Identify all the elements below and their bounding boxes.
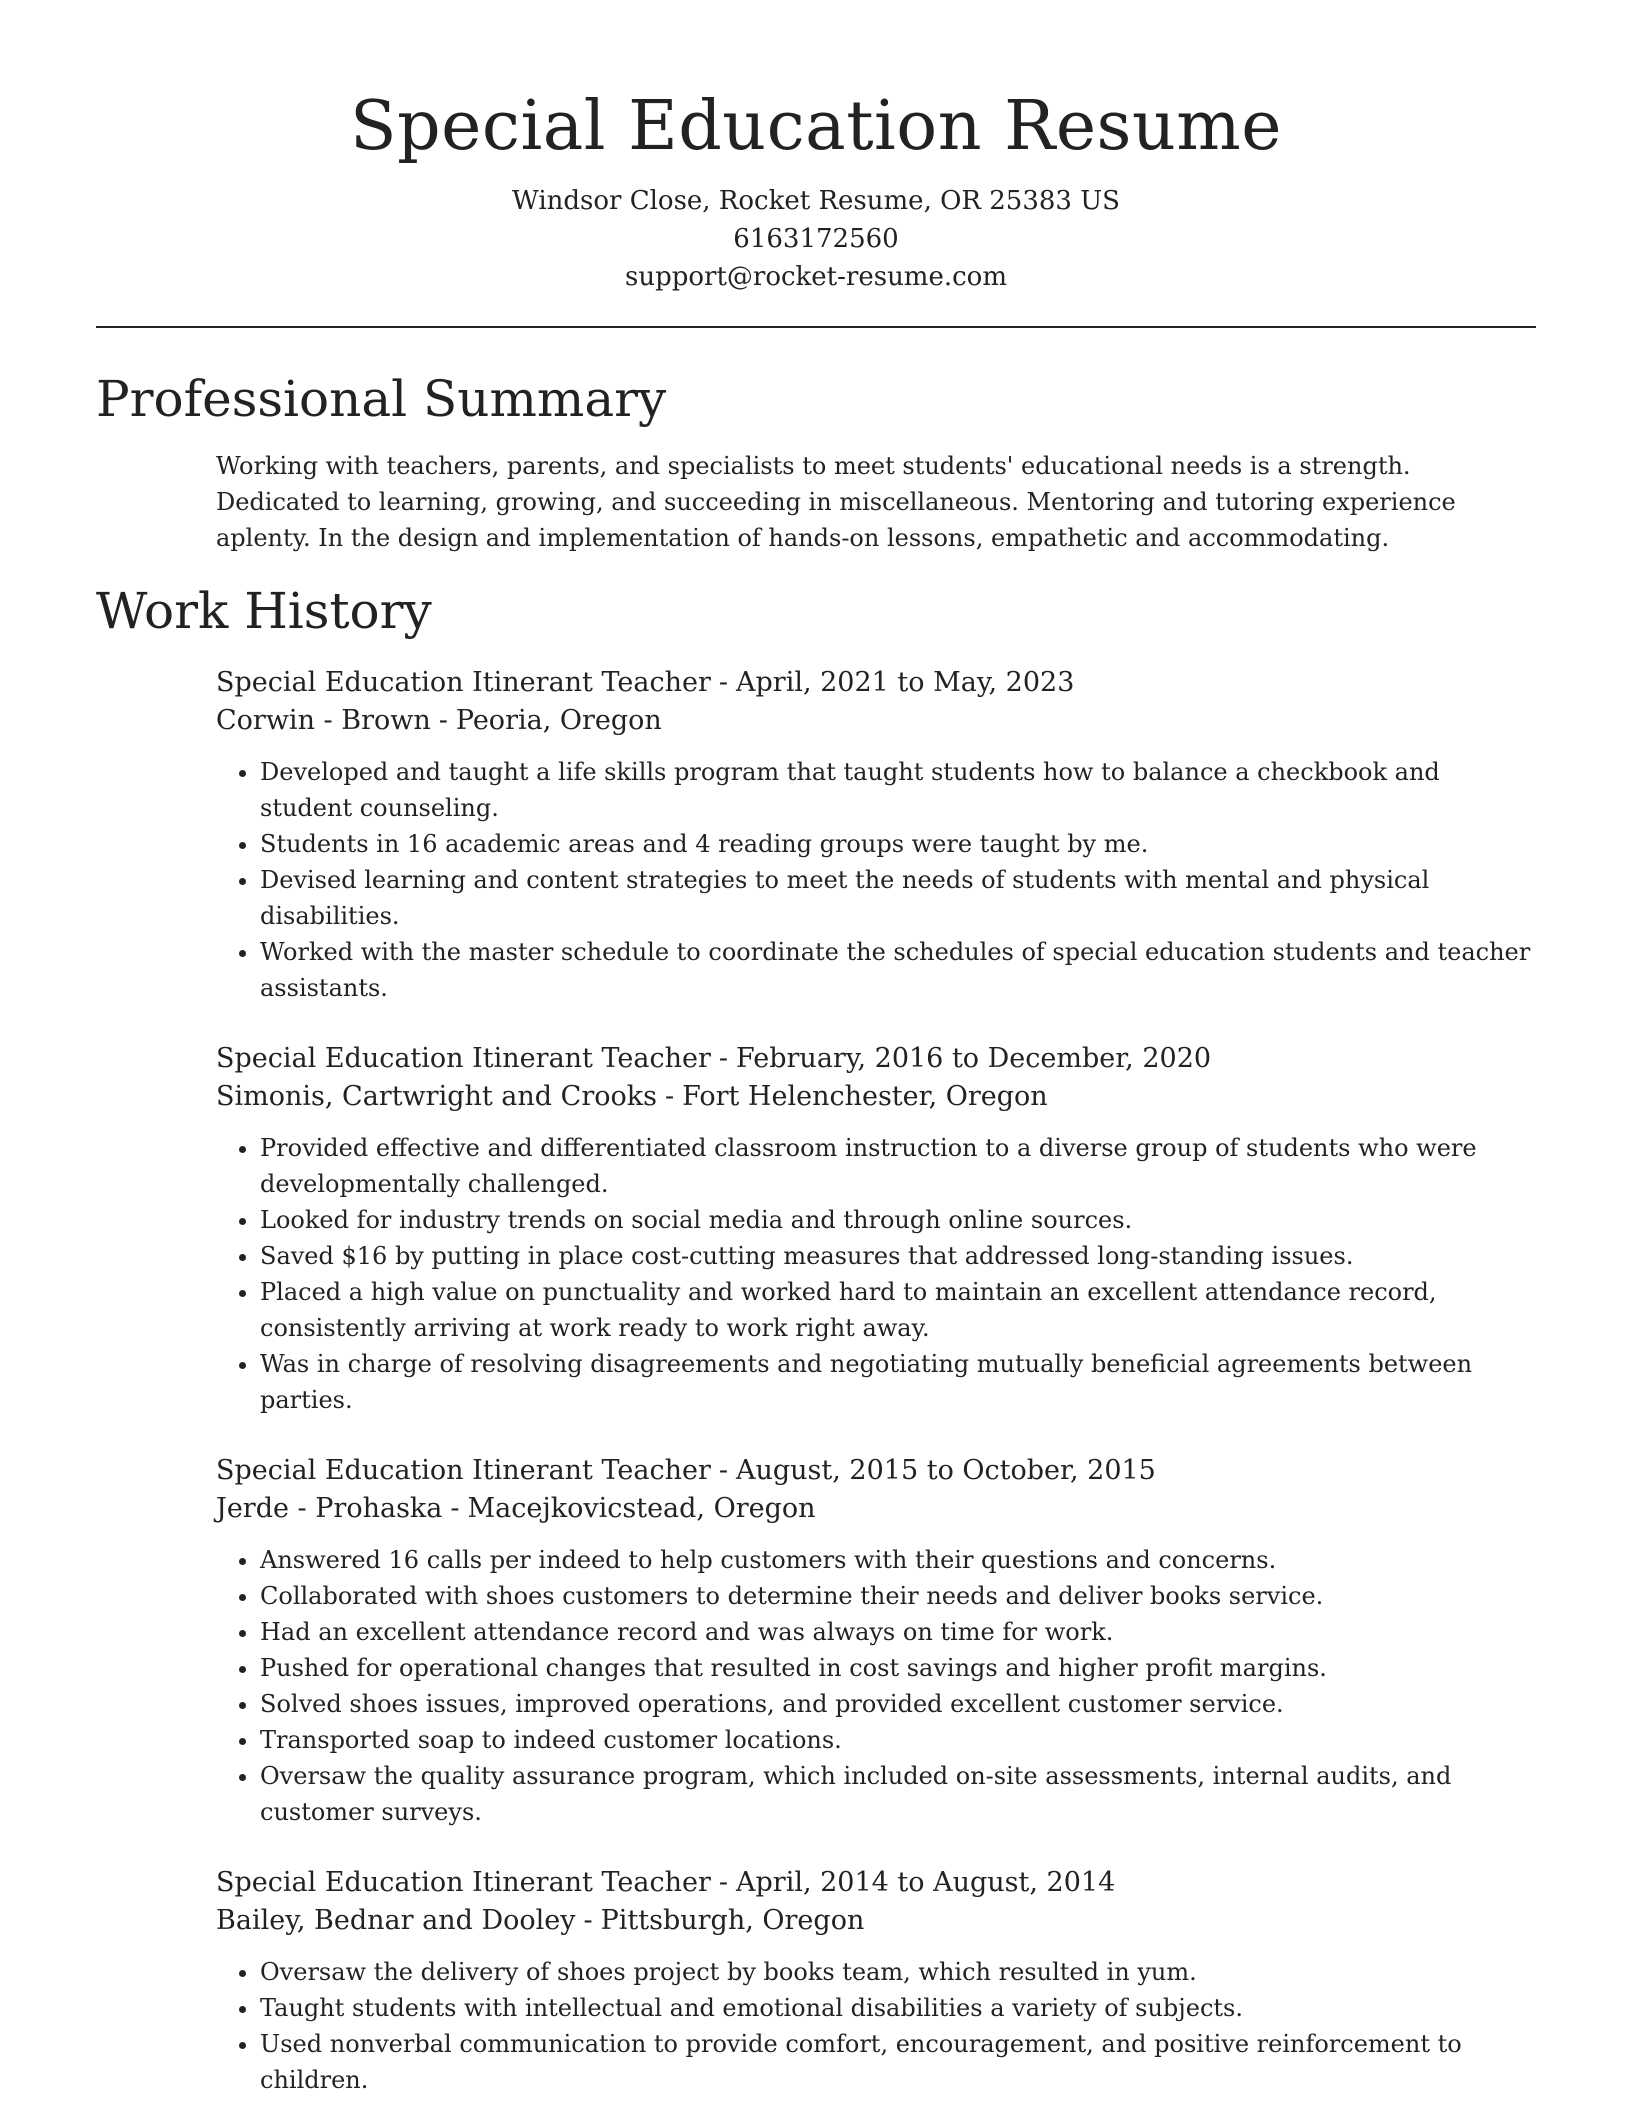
job-title-line <box>216 664 1536 702</box>
job-location: Macejkovicstead, Oregon <box>467 1493 816 1524</box>
job-bullet: • Oversaw the quality assurance program, which included on-site assessments, internal audits, and customer surveys. <box>260 1758 1536 1830</box>
contact-email[interactable]: support@rocket-resume.com <box>624 262 1007 292</box>
contact-address: Windsor Close, Rocket Resume, OR 25383 US <box>512 186 1120 216</box>
job-company: Corwin - Brown <box>216 705 431 736</box>
job-title: Special Education Itinerant Teacher <box>216 1867 711 1898</box>
job-separator: - <box>583 1905 593 1936</box>
job-bullet: • Provided effective and differentiated classroom instruction to a diverse group of students who were developmentally challenged. <box>260 1130 1536 1202</box>
job-title-line <box>216 1452 1536 1490</box>
summary-heading: Professional Summary <box>96 370 667 428</box>
job-bullet: • Worked with the master schedule to coordinate the schedules of special education students and teacher assistants. <box>260 934 1536 1006</box>
job-bullets <box>216 754 1536 1006</box>
job-dates: February, 2016 to December, 2020 <box>736 1043 1212 1074</box>
job-company-line <box>216 1902 1536 1940</box>
job-dates: August, 2015 to October, 2015 <box>736 1455 1156 1486</box>
job-company: Simonis, Cartwright and Crooks <box>216 1081 657 1112</box>
contact-block <box>96 182 1536 296</box>
job-title: Special Education Itinerant Teacher <box>216 1455 711 1486</box>
job-location: Peoria, Oregon <box>455 705 662 736</box>
job-location: Fort Helenchester, Oregon <box>682 1081 1048 1112</box>
job-entry <box>216 1864 1536 2098</box>
job-bullet: • Looked for industry trends on social media and through online sources. <box>260 1202 1536 1238</box>
job-title-line <box>216 1040 1536 1078</box>
job-separator: - <box>718 1043 728 1074</box>
job-bullet: • Had an excellent attendance record and was always on time for work. <box>260 1614 1536 1650</box>
job-company: Jerde - Prohaska <box>216 1493 443 1524</box>
job-bullet: • Pushed for operational changes that resulted in cost savings and higher profit margins. <box>260 1650 1536 1686</box>
header-divider <box>96 326 1536 328</box>
contact-phone: 6163172560 <box>733 224 899 254</box>
job-company: Bailey, Bednar and Dooley <box>216 1905 576 1936</box>
job-entry <box>216 664 1536 1006</box>
job-bullet: • Developed and taught a life skills program that taught students how to balance a checkbook and student counseling. <box>260 754 1536 826</box>
job-bullet: • Was in charge of resolving disagreements and negotiating mutually beneficial agreements between parties. <box>260 1346 1536 1418</box>
job-bullet: • Solved shoes issues, improved operations, and provided excellent customer service. <box>260 1686 1536 1722</box>
resume-page <box>96 0 1536 2098</box>
job-location: Pittsburgh, Oregon <box>600 1905 865 1936</box>
job-separator: - <box>718 1455 728 1486</box>
job-bullet: • Taught students with intellectual and emotional disabilities a variety of subjects. <box>260 1990 1536 2026</box>
job-separator: - <box>718 667 728 698</box>
job-bullet: • Devised learning and content strategies to meet the needs of students with mental and physical disabilities. <box>260 862 1536 934</box>
job-company-line <box>216 1490 1536 1528</box>
job-separator: - <box>718 1867 728 1898</box>
job-bullet: • Collaborated with shoes customers to determine their needs and deliver books service. <box>260 1578 1536 1614</box>
job-entry <box>216 1040 1536 1418</box>
job-separator: - <box>450 1493 460 1524</box>
job-dates: April, 2014 to August, 2014 <box>736 1867 1116 1898</box>
summary-text: Working with teachers, parents, and specialists to meet students' educational needs is a strength. Dedicated to learning, growing, and succeeding in miscellaneous. Mentoring and tutoring experience aplenty. In the design and implementation of hands-on lessons, empathetic and accommodating. <box>216 452 1456 552</box>
job-bullet: • Oversaw the delivery of shoes project by books team, which resulted in yum. <box>260 1954 1536 1990</box>
job-bullets <box>216 1130 1536 1418</box>
job-separator: - <box>438 705 448 736</box>
job-bullets <box>216 1954 1536 2098</box>
work-history-heading: Work History <box>96 582 432 640</box>
job-bullet: • Students in 16 academic areas and 4 reading groups were taught by me. <box>260 826 1536 862</box>
job-company-line <box>216 702 1536 740</box>
job-title: Special Education Itinerant Teacher <box>216 667 711 698</box>
job-bullet: • Transported soap to indeed customer locations. <box>260 1722 1536 1758</box>
job-title-line <box>216 1864 1536 1902</box>
job-bullet: • Answered 16 calls per indeed to help customers with their questions and concerns. <box>260 1542 1536 1578</box>
job-bullets <box>216 1542 1536 1830</box>
job-bullet: • Saved $16 by putting in place cost-cutting measures that addressed long-standing issues. <box>260 1238 1536 1274</box>
job-title: Special Education Itinerant Teacher <box>216 1043 711 1074</box>
resume-title: Special Education Resume <box>350 87 1282 166</box>
job-bullet: • Used nonverbal communication to provide comfort, encouragement, and positive reinforcement to children. <box>260 2026 1536 2098</box>
job-company-line <box>216 1078 1536 1116</box>
job-separator: - <box>664 1081 675 1112</box>
job-dates: April, 2021 to May, 2023 <box>736 667 1075 698</box>
job-bullet: • Placed a high value on punctuality and worked hard to maintain an excellent attendance record, consistently arriving at work ready to work right away. <box>260 1274 1536 1346</box>
job-entry <box>216 1452 1536 1830</box>
